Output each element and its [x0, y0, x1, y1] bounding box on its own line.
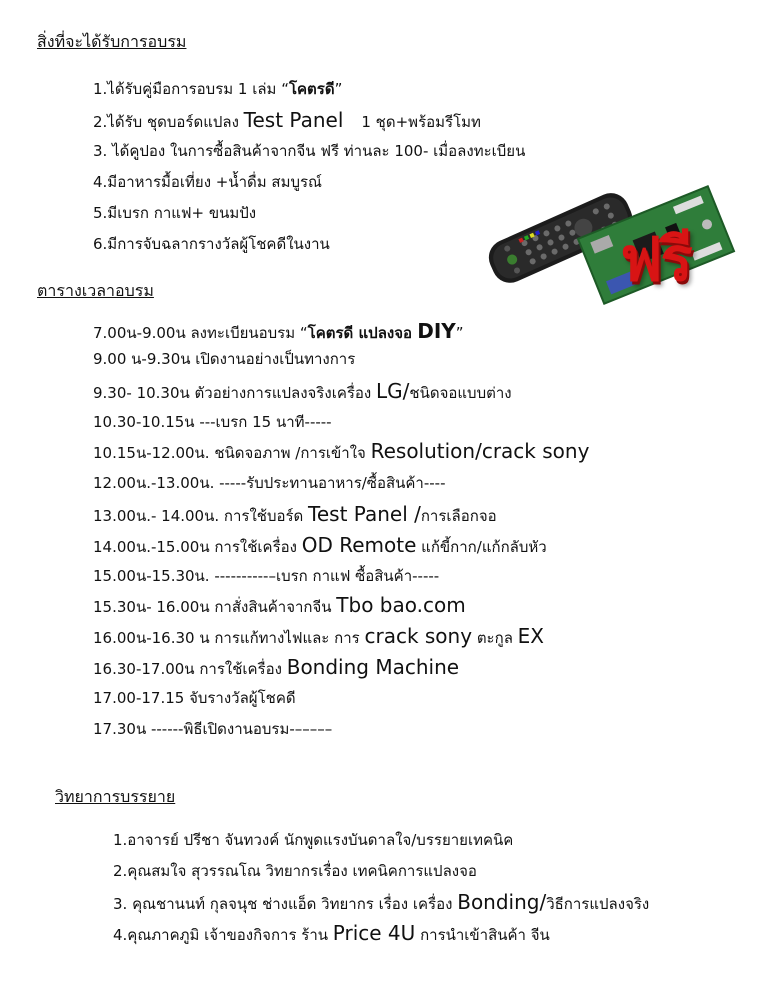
- schedule-row-2: 9.00 น-9.30น เปิดงานอย่างเป็นทางการ: [93, 350, 356, 368]
- schedule-11-topic: crack sony: [364, 624, 473, 648]
- benefit-item-2: [93, 110, 481, 132]
- schedule-1-diy: DIY: [417, 319, 456, 343]
- schedule-row-5: [93, 441, 589, 463]
- speaker-3-text: 3. คุณชานนท์ กุลจนุช ช่างแอ็ด วิทยากร เรื่อง เครื่อง: [113, 895, 458, 913]
- schedule-11-mid: ตะกูล: [472, 629, 518, 647]
- speakers-heading: วิทยาการบรรยาย: [55, 787, 176, 806]
- benefit-item-3: 3. ได้คูปอง ในการซื้อสินค้าจากจีน ฟรี ท่านละ 100- เมื่อลงทะเบียน: [93, 142, 526, 160]
- schedule-5-text: 10.15น-12.00น. ชนิดจอภาพ /การเข้าใจ: [93, 444, 371, 462]
- speaker-item-4: [113, 923, 550, 945]
- schedule-7-text: 13.00น.- 14.00น. การใช้บอร์ด: [93, 507, 309, 525]
- schedule-12-machine: Bonding Machine: [286, 655, 460, 679]
- schedule-heading: ตารางเวลาอบรม: [37, 281, 154, 300]
- benefit-2-product: Test Panel: [243, 108, 344, 132]
- schedule-3-tail: ชนิดจอแบบต่าง: [409, 384, 512, 402]
- schedule-8-text: 14.00น.-15.00น การใช้เครื่อง: [93, 538, 302, 556]
- schedule-1-emphasis: โคตรดี แปลงจอ: [307, 324, 418, 342]
- schedule-11-series: EX: [517, 624, 544, 648]
- schedule-12-text: 16.30-17.00น การใช้เครื่อง: [93, 660, 287, 678]
- schedule-row-4: 10.30-10.15น ---เบรก 15 นาที-----: [93, 413, 332, 431]
- schedule-8-topic: OD Remote: [301, 533, 417, 557]
- schedule-row-13: 17.00-17.15 จับรางวัลผู้โชคดี: [93, 689, 296, 707]
- schedule-1-quote: ”: [455, 324, 464, 342]
- speaker-item-2: 2.คุณสมใจ สุวรรณโณ วิทยากรเรื่อง เทคนิคการแปลงจอ: [113, 862, 477, 880]
- benefit-item-4: 4.มีอาหารมื้อเที่ยง +น้ำดื่ม สมบูรณ์: [93, 173, 322, 191]
- benefit-item-5: 5.มีเบรก กาแฟ+ ขนมปัง: [93, 204, 257, 222]
- benefit-2-qty: 1 ชุด+พร้อมรีโมท: [361, 113, 481, 131]
- schedule-7-tail: การเลือกจอ: [420, 507, 497, 525]
- schedule-10-site: Tbo bao.com: [336, 593, 466, 617]
- schedule-row-8: [93, 535, 547, 557]
- benefit-1-emphasis: โคตรดี: [288, 80, 335, 98]
- speaker-4-shop: Price 4U: [332, 921, 416, 945]
- benefit-item-6: 6.มีการจับฉลากรางวัลผู้โชคดีในงาน: [93, 235, 330, 253]
- schedule-3-brand: LG/: [376, 379, 410, 403]
- benefit-item-1: [93, 79, 342, 99]
- schedule-row-6: 12.00น.-13.00น. -----รับประทานอาหาร/ซื้อสินค้า----: [93, 474, 446, 492]
- speaker-3-tail: วิธีการแปลงจริง: [546, 895, 650, 913]
- schedule-8-tail: แก้ขี้กาก/แก้กลับหัว: [416, 538, 547, 556]
- schedule-5-topic: Resolution/crack sony: [370, 439, 590, 463]
- schedule-10-text: 15.30น- 16.00น กาสั่งสินค้าจากจีน: [93, 598, 337, 616]
- benefit-1-quote: ”: [334, 80, 343, 98]
- speaker-item-1: 1.อาจารย์ ปรีชา จันทวงค์ นักพูดแรงบันดาลใจ/บรรยายเทคนิค: [113, 831, 514, 849]
- speaker-4-text: 4.คุณภาคภูมิ เจ้าของกิจการ ร้าน: [113, 926, 333, 944]
- benefit-1-text: 1.ได้รับคู่มือการอบรม 1 เล่ม “: [93, 80, 289, 98]
- schedule-row-3: [93, 381, 512, 403]
- benefit-2-text: 2.ได้รับ ชุดบอร์ดแปลง: [93, 113, 244, 131]
- schedule-3-text: 9.30- 10.30น ตัวอย่างการแปลงจริงเครื่อง: [93, 384, 377, 402]
- schedule-row-14: 17.30น ------พิธีเปิดงานอบรม-–––––: [93, 720, 333, 738]
- schedule-row-9: 15.00น-15.30น. ----------–เบรก กาแฟ ซื้อสินค้า-----: [93, 567, 440, 585]
- schedule-row-7: [93, 504, 497, 526]
- free-badge: ฟรี: [620, 225, 691, 295]
- schedule-row-1: [93, 321, 464, 343]
- benefits-heading: สิ่งที่จะได้รับการอบรม: [37, 32, 187, 51]
- schedule-11-text: 16.00น-16.30 น การแก้ทางไฟและ การ: [93, 629, 365, 647]
- product-image: [486, 170, 736, 310]
- speaker-4-tail: การนำเข้าสินค้า จีน: [415, 926, 550, 944]
- schedule-7-topic: Test Panel /: [308, 502, 421, 526]
- schedule-row-11: [93, 626, 544, 648]
- speaker-item-3: [113, 892, 649, 914]
- schedule-row-12: [93, 657, 459, 679]
- schedule-row-10: [93, 595, 466, 617]
- speaker-3-topic: Bonding/: [457, 890, 547, 914]
- schedule-1-text: 7.00น-9.00น ลงทะเบียนอบรม “: [93, 324, 308, 342]
